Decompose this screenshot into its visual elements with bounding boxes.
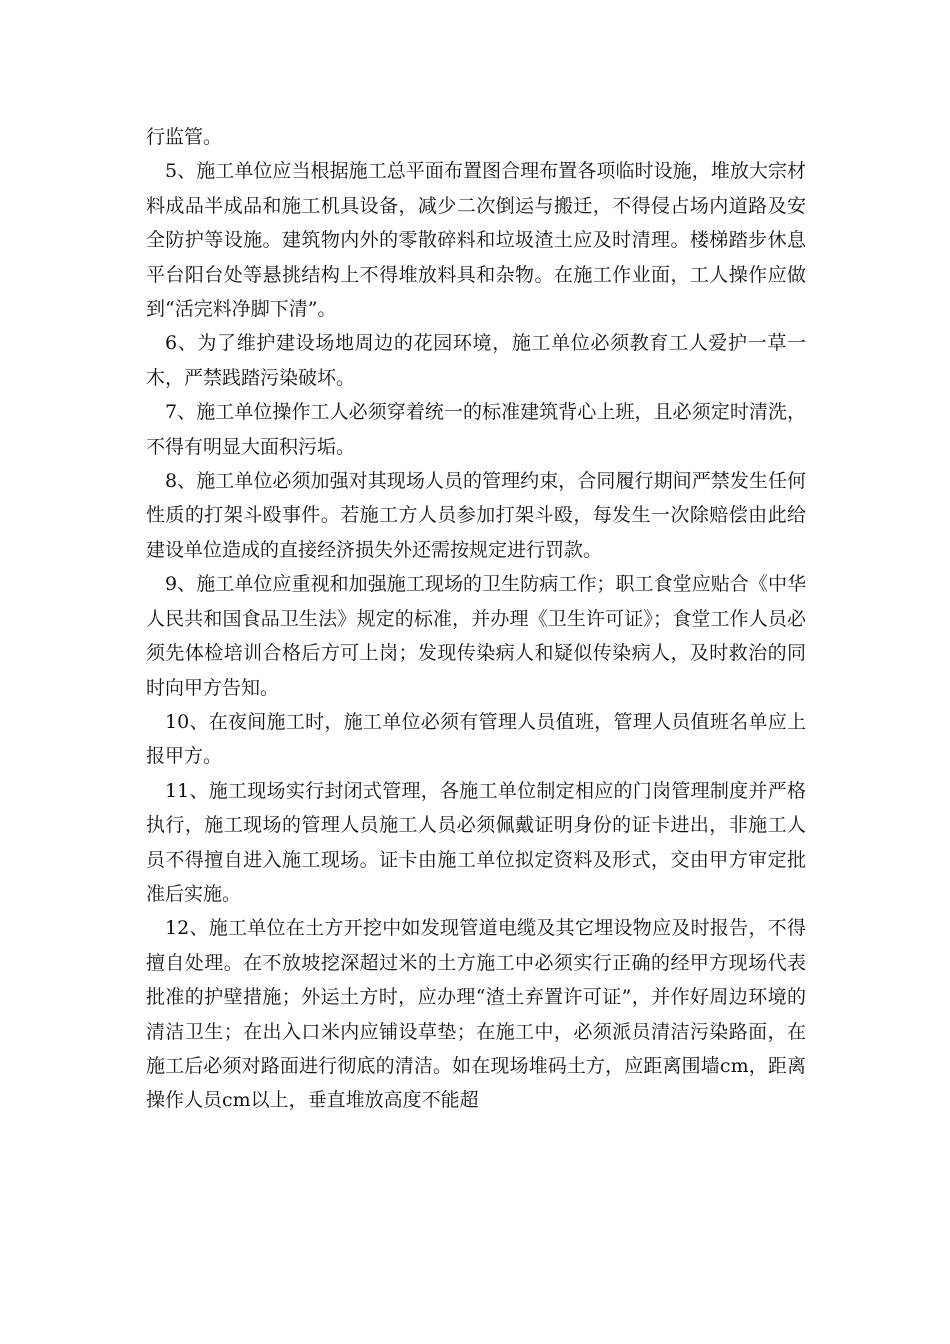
paragraph-item-10: 10、在夜间施工时，施工单位必须有管理人员值班，管理人员值班名单应上报甲方。 <box>146 710 806 768</box>
paragraph-item-5: 5、施工单位应当根据施工总平面布置图合理布置各项临时设施，堆放大宗材料成品半成品和施工机具设备，减少二次倒运与搬迁，不得侵占场内道路及安全防护等设施。建筑物内外的零散碎料和垃圾渣土应及时清理。楼梯踏步休息平台阳台处等悬挑结构上不得堆放料具和杂物。在施工作业面，工人操作应做到“活完料净脚下清”。 <box>146 160 806 321</box>
paragraph-item-11: 11、施工现场实行封闭式管理，各施工单位制定相应的门岗管理制度并严格执行，施工现场的管理人员施工人员必须佩戴证明身份的证卡进出，非施工人员不得擅自进入施工现场。证卡由施工单位拟定资料及形式，交由甲方审定批准后实施。 <box>146 779 806 905</box>
paragraph-item-8: 8、施工单位必须加强对其现场人员的管理约束，合同履行期间严禁发生任何性质的打架斗殴事件。若施工方人员参加打架斗殴，每发生一次除赔偿由此给建设单位造成的直接经济损失外还需按规定进行罚款。 <box>146 470 806 561</box>
paragraph-item-6: 6、为了维护建设场地周边的花园环境，施工单位必须教育工人爱护一草一木，严禁践踏污染破坏。 <box>146 332 806 389</box>
paragraph-item-9: 9、施工单位应重视和加强施工现场的卫生防病工作；职工食堂应贴合《中华人民共和国食品卫生法》规定的标准，并办理《卫生许可证》；食堂工作人员必须先体检培训合格后方可上岗；发现传染病人和疑似传染病人，及时救治的同时向甲方告知。 <box>146 573 806 699</box>
paragraph-item-12: 12、施工单位在土方开挖中如发现管道电缆及其它埋设物应及时报告，不得擅自处理。在不放坡挖深超过米的土方施工中必须实行正确的经甲方现场代表批准的护壁措施；外运土方时，应办理“渣土弃置许可证”，并作好周边环境的清洁卫生；在出入口米内应铺设草垫；在施工中，必须派员清洁污染路面，在施工后必须对路面进行彻底的清洁。如在现场堆码土方，应距离围墙cm，距离操作人员cm以上，垂直堆放高度不能超 <box>146 917 806 1112</box>
paragraph-continuation: 行监管。 <box>146 126 223 148</box>
document-body <box>146 120 806 1118</box>
paragraph-item-7: 7、施工单位操作工人必须穿着统一的标准建筑背心上班，且必须定时清洗，不得有明显大面积污垢。 <box>146 401 806 458</box>
